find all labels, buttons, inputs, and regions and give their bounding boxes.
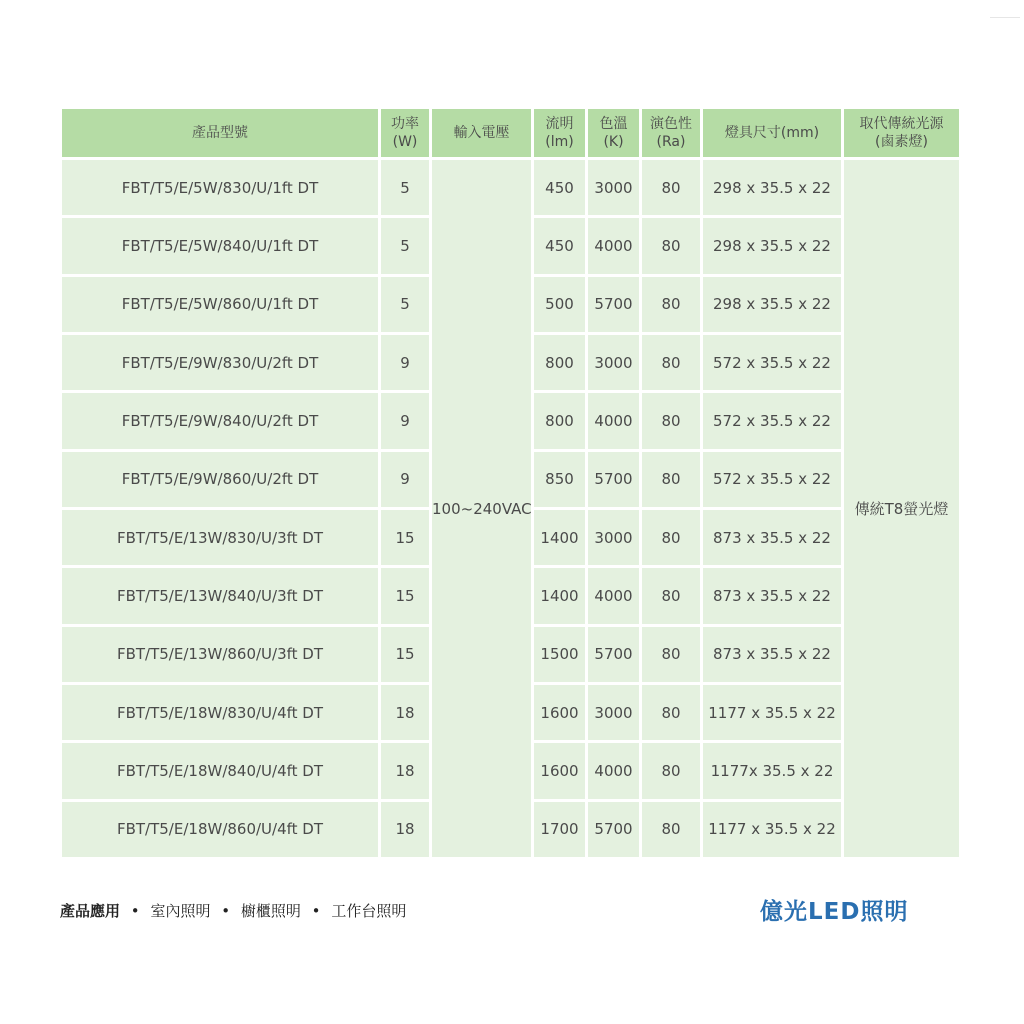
header-size: 燈具尺寸(mm) [702,108,843,159]
cell-power: 5 [380,159,431,217]
cell-cri: 80 [641,275,702,333]
top-divider [990,17,1020,18]
cell-model: FBT/T5/E/9W/830/U/2ft DT [61,333,380,391]
header-voltage: 輸入電壓 [431,108,533,159]
cell-cct: 3000 [587,159,641,217]
cell-model: FBT/T5/E/13W/830/U/3ft DT [61,508,380,566]
cell-model: FBT/T5/E/5W/860/U/1ft DT [61,275,380,333]
cell-cri: 80 [641,217,702,275]
separator-dot: • [311,902,321,920]
header-cct: 色溫 (K) [587,108,641,159]
application-label: 產品應用 [60,902,121,920]
cell-lumen: 800 [533,392,587,450]
cell-size: 1177x 35.5 x 22 [702,742,843,800]
table-row [61,159,961,217]
cell-power: 9 [380,333,431,391]
cell-cct: 3000 [587,333,641,391]
cell-size: 873 x 35.5 x 22 [702,625,843,683]
cell-cct: 3000 [587,508,641,566]
cell-size: 1177 x 35.5 x 22 [702,800,843,858]
header-replace: 取代傳統光源 (鹵素燈) [843,108,961,159]
header-power: 功率 (W) [380,108,431,159]
header-cri: 演色性 (Ra) [641,108,702,159]
cell-power: 5 [380,217,431,275]
cell-cct: 3000 [587,683,641,741]
cell-cct: 4000 [587,217,641,275]
cell-cri: 80 [641,450,702,508]
cell-lumen: 1600 [533,683,587,741]
cell-model: FBT/T5/E/5W/830/U/1ft DT [61,159,380,217]
cell-cri: 80 [641,800,702,858]
cell-cct: 4000 [587,392,641,450]
separator-dot: • [130,902,140,920]
cell-power: 15 [380,567,431,625]
cell-power: 18 [380,742,431,800]
cell-model: FBT/T5/E/9W/840/U/2ft DT [61,392,380,450]
cell-cri: 80 [641,625,702,683]
cell-lumen: 850 [533,450,587,508]
cell-lumen: 1700 [533,800,587,858]
cell-cct: 5700 [587,800,641,858]
cell-lumen: 450 [533,217,587,275]
separator-dot: • [221,902,231,920]
cell-power: 18 [380,800,431,858]
cell-cct: 5700 [587,625,641,683]
application-item: 工作台照明 [331,902,407,920]
cell-cri: 80 [641,159,702,217]
cell-model: FBT/T5/E/13W/860/U/3ft DT [61,625,380,683]
cell-power: 9 [380,450,431,508]
cell-power: 9 [380,392,431,450]
cell-size: 873 x 35.5 x 22 [702,567,843,625]
cell-size: 1177 x 35.5 x 22 [702,683,843,741]
cell-cri: 80 [641,333,702,391]
cell-power: 15 [380,625,431,683]
spec-table [59,106,962,860]
cell-size: 298 x 35.5 x 22 [702,217,843,275]
cell-lumen: 500 [533,275,587,333]
cell-lumen: 800 [533,333,587,391]
cell-lumen: 1500 [533,625,587,683]
cell-voltage: 100~240VAC [431,159,533,859]
cell-cct: 5700 [587,450,641,508]
application-item: 室內照明 [150,902,211,920]
cell-cri: 80 [641,683,702,741]
header-model: 產品型號 [61,108,380,159]
cell-size: 873 x 35.5 x 22 [702,508,843,566]
cell-size: 298 x 35.5 x 22 [702,275,843,333]
header-lumen: 流明 (lm) [533,108,587,159]
table-body [61,159,961,859]
cell-model: FBT/T5/E/18W/840/U/4ft DT [61,742,380,800]
cell-power: 5 [380,275,431,333]
application-item: 櫥櫃照明 [240,902,301,920]
cell-model: FBT/T5/E/18W/860/U/4ft DT [61,800,380,858]
cell-power: 15 [380,508,431,566]
cell-size: 572 x 35.5 x 22 [702,392,843,450]
application-line [60,900,406,921]
cell-model: FBT/T5/E/9W/860/U/2ft DT [61,450,380,508]
cell-cct: 5700 [587,275,641,333]
cell-lumen: 450 [533,159,587,217]
cell-lumen: 1400 [533,567,587,625]
cell-size: 572 x 35.5 x 22 [702,333,843,391]
cell-model: FBT/T5/E/5W/840/U/1ft DT [61,217,380,275]
cell-cri: 80 [641,508,702,566]
cell-cri: 80 [641,567,702,625]
table-header [61,108,961,159]
cell-cri: 80 [641,742,702,800]
cell-model: FBT/T5/E/18W/830/U/4ft DT [61,683,380,741]
cell-replace: 傳統T8螢光燈 [843,159,961,859]
brand-logo-text: 億光LED照明 [760,899,909,925]
cell-lumen: 1600 [533,742,587,800]
cell-size: 572 x 35.5 x 22 [702,450,843,508]
cell-cct: 4000 [587,742,641,800]
cell-lumen: 1400 [533,508,587,566]
cell-size: 298 x 35.5 x 22 [702,159,843,217]
cell-cri: 80 [641,392,702,450]
cell-cct: 4000 [587,567,641,625]
cell-power: 18 [380,683,431,741]
cell-model: FBT/T5/E/13W/840/U/3ft DT [61,567,380,625]
